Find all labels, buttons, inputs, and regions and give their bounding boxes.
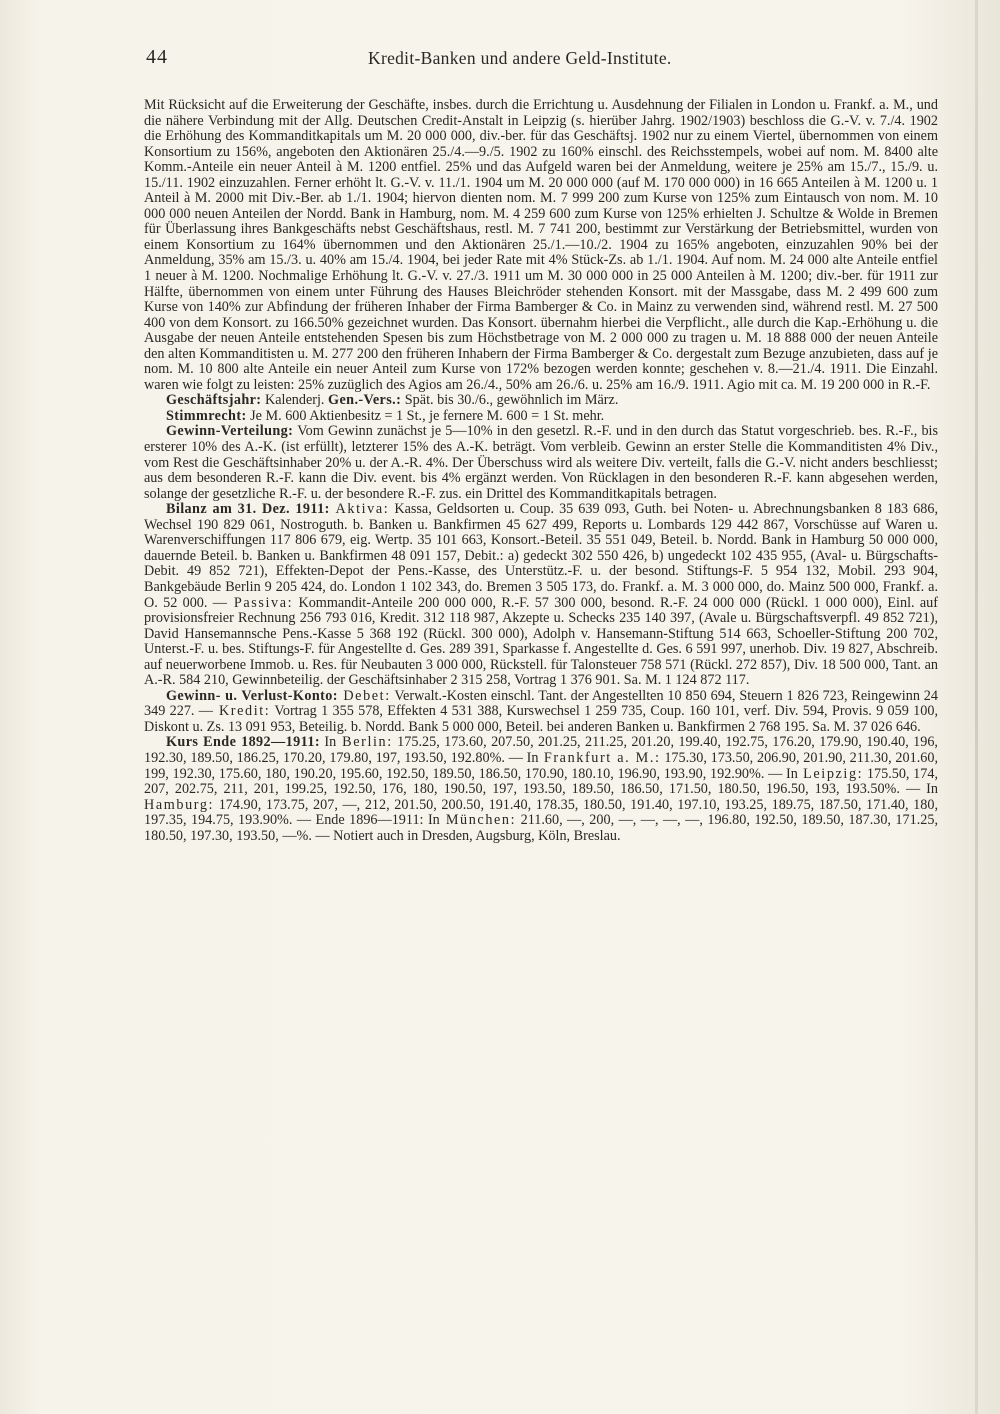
hamburg-label: Hamburg: [144, 796, 215, 813]
share-price-paragraph [144, 735, 938, 844]
leipzig-label: Leipzig: [797, 765, 864, 782]
general-meeting-text: Spät. bis 30./6., gewöhnlich im März. [401, 392, 619, 409]
credit-text: Vortrag 1 355 578, Effekten 4 531 388, Kurswechsel 1 259 735, Coup. 160 101, verf. Div. 594, Provis. 9 059 100, Diskont u. Zs. 13 091 953, Beteilig. b. Nordd. Bank 5 000 000, Beteil. bei anderen Banken u. Bankfirmen 2 768 195. Sa. M. 37 026 646. [144, 703, 939, 735]
profit-loss-label: Gewinn- u. Verlust-Konto: [166, 687, 338, 704]
leipzig-prices: 175.50, 174, 207, 202.75, 211, 201, 199.25, 192.50, 176, 180, 190.50, 197, 193.50, 189.50, 186.50, 171.50, 180.50, 196.50, 193, 193.50%. — In [144, 765, 939, 798]
munich-prices: 211.60, —, 200, —, —, —, —, 196.80, 192.50, 189.50, 187.30, 171.25, 180.50, 197.30, 193.50, —%. — Notiert auch in Dresden, Augsburg, Köln, Breslau. [144, 812, 938, 844]
frankfurt-prices: 175.30, 173.50, 206.90, 201.90, 211.30, 201.60, 199, 192.30, 175.60, 180, 190.20, 195.60, 192.50, 189.50, 186.50, 170.90, 180.10, 196.90, 193.90, 192.90%. — In [144, 749, 938, 782]
voting-rights-label: Stimmrecht: [166, 407, 247, 424]
general-meeting-label: Gen.-Vers.: [328, 392, 402, 409]
debit-text: Verwalt.-Kosten einschl. Tant. der Angestellten 10 850 694, Steuern 1 826 723, Reingewinn 24 349 227. — [144, 687, 938, 720]
share-price-in: In [319, 734, 337, 751]
page-header [146, 44, 946, 74]
voting-rights-paragraph [144, 409, 938, 425]
page-number: 44 [146, 46, 168, 68]
debit-label: Debet: [337, 687, 391, 704]
munich-label: München: [439, 812, 517, 829]
balance-assets-label: Aktiva: [329, 501, 390, 518]
page-spine-shadow [975, 0, 978, 1414]
berlin-label: Berlin: [336, 734, 393, 751]
capital-history-paragraph: Mit Rücksicht auf die Erweiterung der Geschäfte, insbes. durch die Errichtung u. Ausdehnung der Filialen in London u. Frankf. a. M., und die nähere Verbindung mit der Allg. Deutschen Credit-Anstalt in Leipzig (s. hierüber Jahrg. 1902/1903) beschloss die G.-V. v. 7./4. 1902 die Erhöhung des Kommanditkapitals um M. 20 000 000, div.-ber. für das Geschäftsj. 1902 nur zu einem Viertel, übernommen von einem Konsortium zu 156%, angeboten den Aktionären 25./4.—9./5. 1902 zu 160% einschl. des Reichsstempels, wobei auf nom. M. 8400 alte Komm.-Anteile ein neuer Anteil à M. 1200 entfiel. 25% und das Aufgeld waren bei der Anmeldung, weitere je 25% am 15./7., 15./9. u. 15./11. 1902 einzuzahlen. Ferner erhöht lt. G.-V. v. 11./1. 1904 um M. 20 000 000 (auf M. 170 000 000) in 16 665 Anteilen à M. 1200 u. 1 Anteil à M. 2000 mit Div.-Ber. ab 1./1. 1904; hiervon dienten nom. M. 7 999 200 zum Kurse von 125% zum Eintausch von nom. M. 10 000 000 neuen Anteilen der Nordd. Bank in Hamburg, nom. M. 4 259 600 zum Kurse von 125% erhielten J. Schultze & Wolde in Bremen für Überlassung ihres Bankgeschäfts nebst Geschäftshaus, restl. M. 7 741 200, bestimmt zur Verstärkung der Betriebsmittel, wurden von einem Konsortium zu 164% übernommen und den Aktionären 25./1.—10./2. 1904 zu 165% angeboten, einzuzahlen 90% bei der Anmeldung, 35% am 15./3. u. 40% am 15./4. 1904, bei jeder Rate mit 4% Stück-Zs. ab 1./1. 1904. Auf nom. M. 24 000 alte Anteile entfiel 1 neuer à M. 1200. Nochmalige Erhöhung lt. G.-V. v. 27./3. 1911 um M. 30 000 000 in 25 000 Anteilen à M. 1200; div.-ber. für 1911 zur Hälfte, übernommen von einem unter Führung des Hauses Bleichröder stehenden Konsort. mit der Massgabe, dass M. 2 499 600 zum Kurse von 140% zur Abfindung der früheren Inhaber der Firma Bamberger & Co. in Mainz zu verwenden sind, während restl. M. 27 500 400 von dem Konsort. zu 166.50% gezeichnet wurden. Das Konsort. übernahm hierbei die Verpflicht., alle durch die Kap.-Erhöhung u. die Ausgabe der neuen Anteile entstehenden Spesen bis zum Höchstbetrage von M. 2 000 000 zu tragen u. M. 18 888 000 der neuen Anteile den alten Kommanditisten u. M. 277 200 den früheren Inhabern der Firma Bamberger & Co. dergestalt zum Bezuge anzubieten, dass auf je nom. M. 10 800 alte Anteile ein neuer Anteil zum Kurse von 172% bezogen werden konnte; geschehen v. 8.—21./4. 1911. Die Einzahl. waren wie folgt zu leisten: 25% zuzüglich des Agios am 26./4., 50% am 26./6. u. 25% am 16./9. 1911. Agio mit ca. M. 19 200 000 in R.-F. [144, 97, 938, 393]
share-price-label: Kurs Ende 1892—1911: [166, 734, 320, 751]
balance-liabilities-label: Passiva: [226, 594, 294, 611]
balance-liabilities-text: Kommandit-Anteile 200 000 000, R.-F. 57 300 000, besond. R.-F. 24 000 000 (Rückl. 1 000 000), Einl. auf provisionsfreier Rechnung 256 793 016, Kredit. 312 118 987, Akzepte u. Schecks 235 140 397, (Avale u. Bürgschaftsverpfl. 49 852 721), David Hansemannsche Pens.-Kasse 5 368 192 (Rückl. 300 000), Adolph v. Hansemann-Stiftung 514 663, Schoeller-Stiftung 200 702, Unterst.-F. u. bes. Stiftungs-F. für Angestellte d. Ges. 289 391, Sparkasse f. Angestellte d. Ges. 6 591 997, unerhob. Div. 19 827, Abschreib. auf neuerworbene Immob. u. Res. für Neubauten 3 000 000, Rückstell. für Talonsteuer 758 571 (Rückl. 272 857), Div. 18 500 000, Tant. an A.-R. 584 210, Gewinnbeteilig. der Geschäftsinhaber 2 315 258, Vortrag 1 376 901. Sa. M. 1 124 872 117. [144, 594, 938, 689]
hamburg-prices: 174.90, 173.75, 207, —, 212, 201.50, 200.50, 191.40, 178.35, 180.50, 191.40, 197.10, 193.25, 189.75, 187.50, 171.40, 180, 197.35, 194.75, 193.90%. — Ende 1896—1911: In [144, 796, 938, 829]
running-title: Kredit-Banken und andere Geld-Institute. [368, 48, 672, 68]
profit-loss-paragraph [144, 689, 938, 736]
fiscal-year-text: Kalenderj. [261, 392, 325, 409]
berlin-prices: 175.25, 173.60, 207.50, 201.25, 211.25, 201.20, 199.40, 192.75, 176.20, 179.90, 190.40, 196, 192.30, 189.50, 186.25, 170.20, 179.80, 197, 193.50, 192.80%. — In [144, 734, 938, 766]
balance-assets-text: Kassa, Geldsorten u. Coup. 35 639 093, Guth. bei Noten- u. Abrechnungsbanken 8 183 686, Wechsel 190 829 061, Nostroguth. b. Banken u. Bankfirmen 45 627 499, Reports u. Lombards 129 442 867, Vorschüsse auf Waren u. Warenverschiffungen 117 806 679, eig. Wertp. 35 101 663, Konsort.-Beteil. 35 551 049, Beteil. b. Nordd. Bank in Hamburg 50 000 000, dauernde Beteil. b. Banken u. Bankfirmen 48 091 157, Debit.: a) gedeckt 302 550 426, b) ungedeckt 102 435 955, (Aval- u. Bürgschafts-Debit. 49 852 721), Effekten-Depot der Pens.-Kasse, des Unterstütz.-F. u. der besond. Stiftungs-F. 5 954 132, Mobil. 293 904, Bankgebäude Berlin 9 205 424, do. London 1 102 343, do. Bremen 3 505 173, do. Frankf. a. M. 3 000 000, do. Mainz 500 000, Frankf. a. O. 52 000. — [144, 501, 938, 611]
balance-sheet-paragraph [144, 502, 938, 689]
profit-distribution-text: Vom Gewinn zunächst je 5—10% in den gesetzl. R.-F. und in den durch das Statut vorgeschrieb. bes. R.-F., bis ersterer 10% des A.-K. (ist erfüllt), letzterer 15% des A.-K. beträgt. Vom verbleib. Gewinn an erster Stelle die Kommanditisten 4% Div., vom Rest die Geschäftsinhaber 20% u. der A.-R. 4%. Der Überschuss wird als weitere Div. verteilt, falls die G.-V. nicht anders beschliesst; aus dem besonderen R.-F. kann die Div. event. bis 4% ergänzt werden. Von Rücklagen in den besonderen R.-F. kann abgesehen werden, solange der gesetzliche R.-F. u. der besondere R.-F. zus. ein Drittel des Kommanditkapitals betragen. [144, 423, 938, 502]
fiscal-year-label: Geschäftsjahr: [166, 392, 262, 409]
profit-distribution-label: Gewinn-Verteilung: [166, 423, 294, 440]
profit-distribution-paragraph [144, 424, 938, 502]
balance-sheet-label: Bilanz am 31. Dez. 1911: [166, 501, 330, 518]
voting-rights-text: Je M. 600 Aktienbesitz = 1 St., je fernere M. 600 = 1 St. mehr. [246, 407, 605, 424]
frankfurt-label: Frankfurt a. M.: [538, 749, 661, 766]
credit-label: Kredit: [213, 703, 271, 720]
fiscal-year-paragraph [144, 393, 938, 409]
body-text [144, 98, 938, 844]
